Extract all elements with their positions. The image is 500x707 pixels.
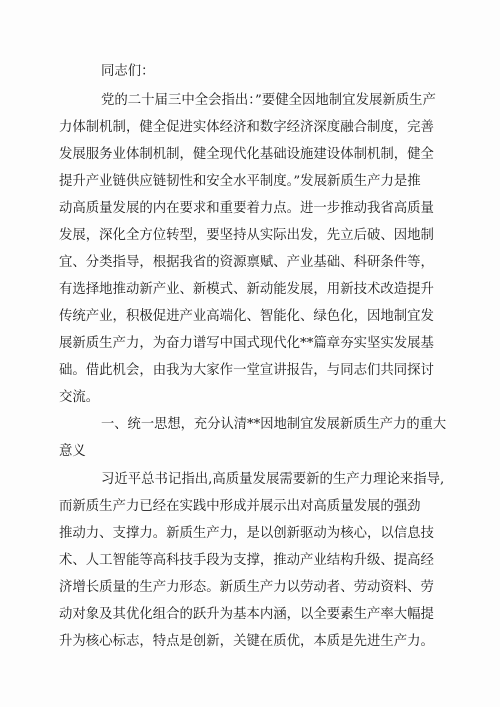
text-line: 而新质生产力已经在实践中形成并展示出对高质量发展的强劲: [59, 499, 421, 514]
text-line: 术、人工智能等高科技手段为支撑，推动产业结构升级、提高经: [59, 553, 434, 568]
heading-line: 一、统一思想，充分认清**因地制宜发展新质生产力的重大: [101, 417, 447, 432]
text-line: 发展，深化全方位转型，要坚持从实际出发，先立后破、因地制: [59, 228, 434, 243]
text-line: 力体制机制，健全促进实体经济和数字经济深度融合制度，完善: [59, 120, 434, 135]
text-line: 有选择地推动新产业、新模式、新动能发展，用新技术改造提升: [59, 282, 434, 297]
text-line: 宜、分类指导，根据我省的资源禀赋、产业基础、科研条件等，: [59, 255, 434, 270]
text-line: 展新质生产力，为奋力谱写中国式现代化**篇章夯实坚实发展基: [59, 336, 434, 351]
text-line: 习近平总书记指出,高质量发展需要新的生产力理论来指导,: [101, 472, 445, 487]
text-line: 动对象及其优化组合的跃升为基本内涵，以全要素生产率大幅提: [59, 607, 434, 622]
salutation: 同志们：: [101, 64, 155, 79]
text-line: 交流。: [59, 390, 100, 405]
text-line: 提升产业链供应链韧性和安全水平制度。”发展新质生产力是推: [59, 174, 421, 189]
text-line: 党的二十届三中全会指出：”要健全因地制宜发展新质生产: [101, 93, 436, 108]
text-line: 济增长质量的生产力形态。新质生产力以劳动者、劳动资料、劳: [59, 580, 434, 595]
text-line: 传统产业，积极促进产业高端化、智能化、绿色化，因地制宜发: [59, 309, 434, 324]
heading-line: 意义: [59, 444, 86, 459]
text-line: 础。借此机会，由我为大家作一堂宣讲报告，与同志们共同探讨: [59, 363, 434, 378]
text-line: 推动力、支撑力。新质生产力，是以创新驱动为核心，以信息技: [59, 526, 434, 541]
text-line: 升为核心标志，特点是创新，关键在质优，本质是先进生产力。: [59, 634, 434, 649]
text-line: 动高质量发展的内在要求和重要着力点。进一步推动我省高质量: [59, 201, 434, 216]
text-line: 发展服务业体制机制，健全现代化基础设施建设体制机制，健全: [59, 147, 434, 162]
